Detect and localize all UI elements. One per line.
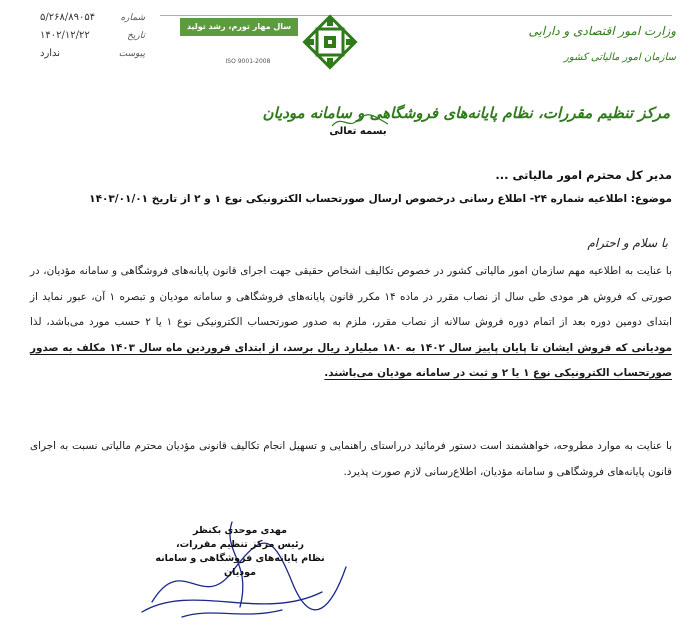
meta-number-value: ۵/۲۶۸/۸۹۰۵۴ — [40, 12, 96, 23]
meta-date-row — [40, 30, 145, 48]
ministry-name: وزارت امور اقتصادی و دارایی — [528, 24, 676, 38]
meta-date-label: تاریخ — [127, 31, 145, 41]
letter-meta — [40, 12, 145, 66]
signer-title-line-2: نظام پایانه‌های فروشگاهی و سامانه مودیان — [155, 553, 325, 578]
addressee: مدیر کل محترم امور مالیاتی ... — [495, 168, 672, 182]
header-organization — [376, 24, 676, 63]
subject-line: موضوع: اطلاعیه شماره ۲۴- اطلاع رسانی درخصوص ارسال صورتحساب الکترونیکی نوع ۱ و ۲ از تاریخ ۱۴۰۳/۰۱/۰۱ — [89, 193, 672, 205]
meta-number-label: شماره — [120, 13, 145, 23]
paragraph-1 — [30, 259, 672, 387]
meta-date-value: ۱۴۰۲/۱۲/۲۲ — [40, 30, 90, 41]
signer-title-line-1: رئیس مرکز تنظیم مقررات، — [175, 539, 305, 550]
meta-attachment-row — [40, 48, 145, 66]
salutation: با سلام و احترام — [587, 236, 668, 250]
meta-attachment-label: پیوست — [118, 49, 145, 59]
year-slogan-banner: سال مهار تورم، رشد تولید — [180, 18, 298, 36]
tax-organization-emblem-icon — [302, 14, 358, 70]
meta-attachment-value: ندارد — [40, 48, 61, 59]
organization-name: سازمان امور مالیاتی کشور — [564, 52, 676, 63]
signer-name: مهدی موحدی بکنظر — [193, 525, 287, 536]
iso-certification: ISO 9001-2008 — [225, 58, 271, 65]
paragraph-1-highlight: مودیانی که فروش ایشان تا پایان پاییز سال ۱۴۰۲ به ۱۸۰ میلیارد ریال برسد، از ابتدای فروردین ماه سال ۱۴۰۳ مکلف به صدور صورتحساب الکترونیکی نوع ۱ یا ۲ و ثبت در سامانه مودیان می‌باشند. — [30, 341, 672, 379]
meta-number-row — [40, 12, 145, 30]
basmala: بسمه تعالی — [329, 126, 387, 137]
paragraph-2: با عنایت به موارد مطروحه، خواهشمند است دستور فرمائید درراستای راهنمایی و تسهیل انجام تکالیف قانونی مؤدیان محترم مالیاتی نسبت به اجرای قانون پایانه‌های فروشگاهی و سامانه مؤدیان، اطلاع‌رسانی لازم صورت پذیرد. — [30, 440, 672, 478]
center-title: مرکز تنظیم مقررات، نظام پایانه‌های فروشگاهی و سامانه مودیان — [262, 104, 670, 122]
paragraph-1-text: با عنایت به اطلاعیه مهم سازمان امور مالیاتی کشور در خصوص تکالیف اشخاص حقیقی جهت اجرای قانون پایانه‌های فروشگاهی و سامانه مؤدیان، در صورتی که فروش هر مودی طی سال از نصاب مقرر در ماده ۱۴ مکرر قانون پایانه‌های فروشگاهی و سامانه مودیان و تبصره ۱ آن، عبور نماید از ابتدای دومین دوره بعد از اتمام دوره فروش سالانه از نصاب مقرر، ملزم به صدور صورتحساب الکترونیکی نوع ۱ یا ۲ حسب مورد می‌باشد، لذا — [30, 265, 672, 328]
signature-block — [140, 524, 340, 580]
